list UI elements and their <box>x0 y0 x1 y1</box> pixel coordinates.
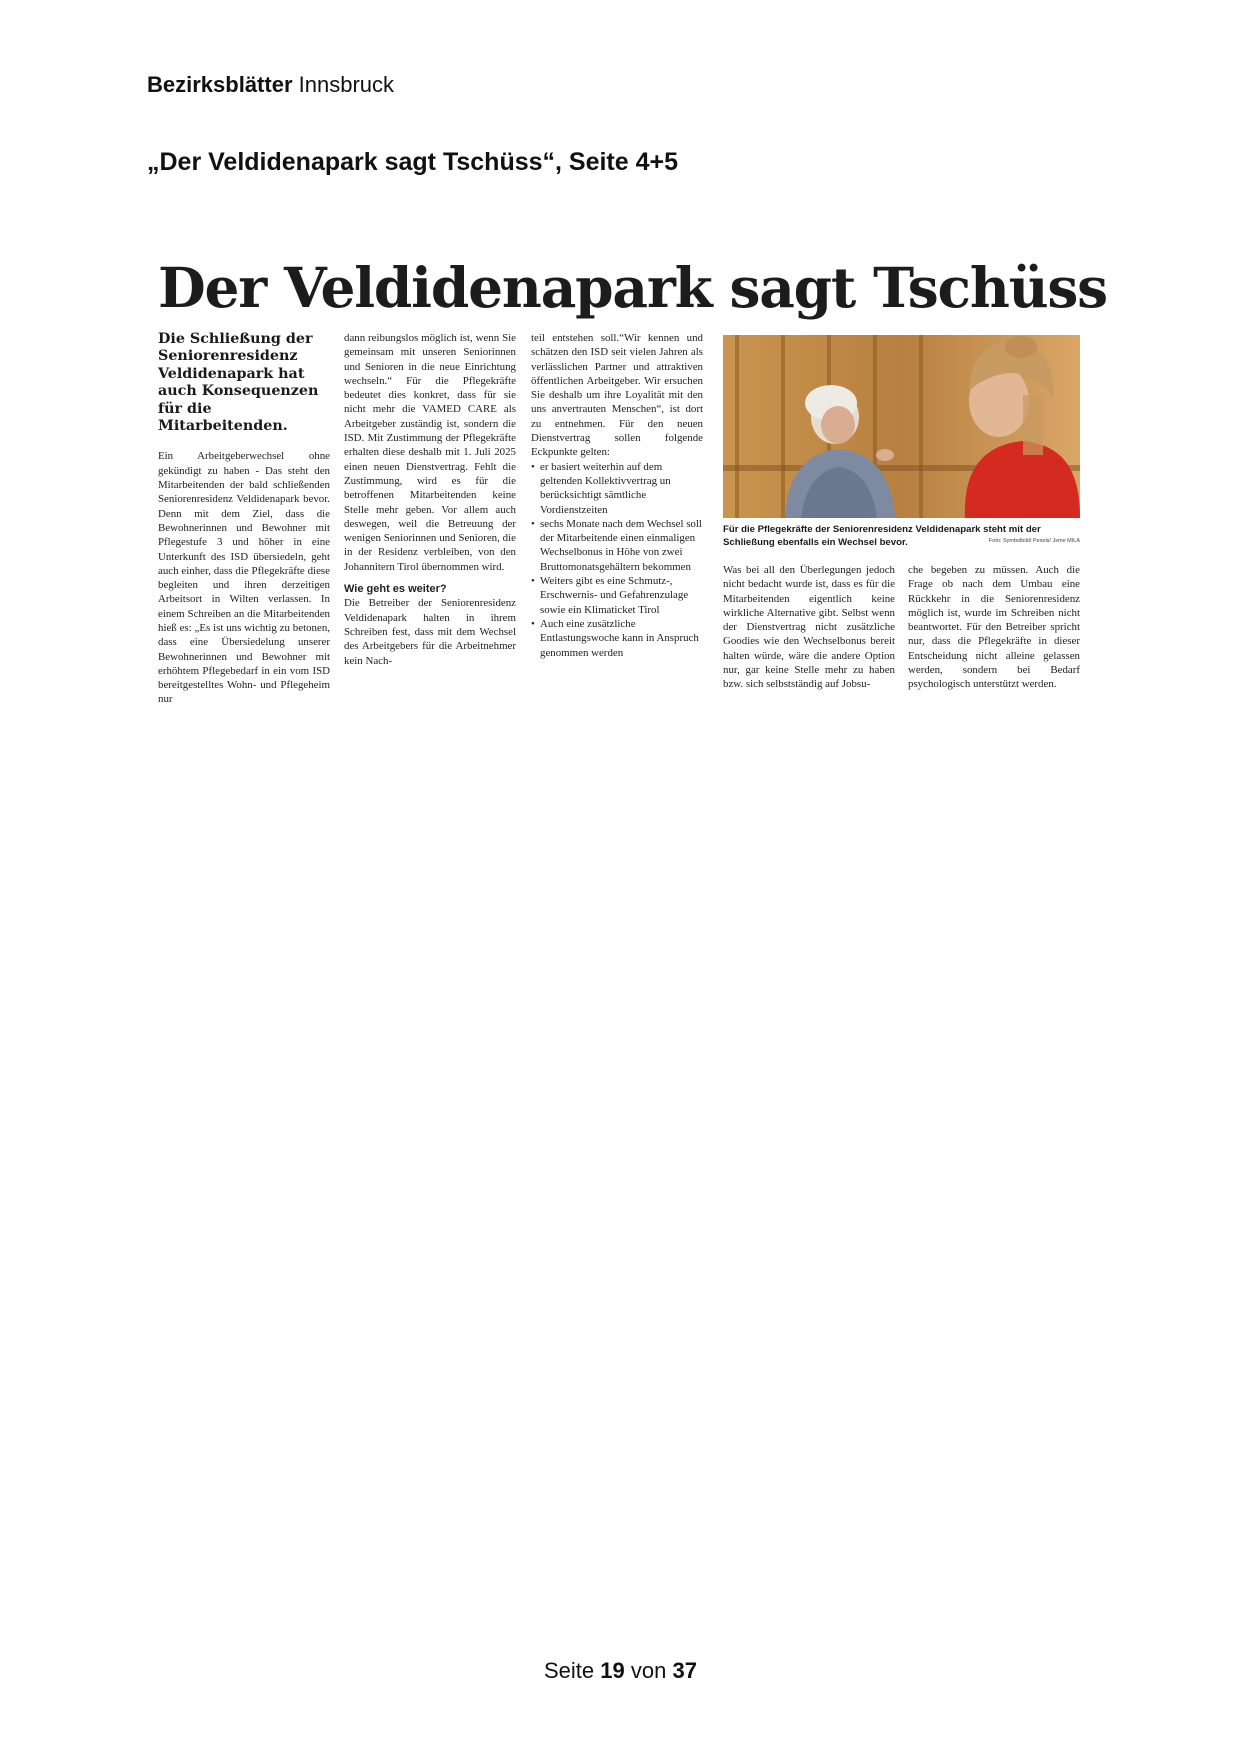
section-subheading: Wie geht es weiter? <box>344 583 447 596</box>
list-item: • Auch eine zusätzliche Entlastungswoche kann in Anspruch genommen werden <box>531 617 703 660</box>
column-4 <box>723 563 895 692</box>
page-number-footer <box>0 1658 1241 1684</box>
list-item: • Weiters gibt es eine Schmutz-, Erschwernis- und Gefahrenzulage sowie ein Klimaticket Tirol <box>531 574 703 617</box>
column-1 <box>158 331 330 707</box>
article-reference: „Der Veldidenapark sagt Tschüss“, Seite 4+5 <box>147 148 679 176</box>
publication-name: Bezirksblätter <box>147 72 293 97</box>
column-2-text: dann reibungslos möglich ist, wenn Sie gemeinsam mit unseren Seniorinnen und Senioren in die neue Einrichtung wechseln.“ Für die Pflegekräfte bedeutet dies konkret, dass für sie nicht mehr die VAMED CARE als Arbeitgeber zuständig ist, sondern die ISD. Mit Zustimmung der Pflegekräfte erhalten diese deshalb mit 1. Juli 2025 einen neuen Dienstvertrag. Fehlt die Zustimmung, wird es für die betroffenen Mitarbeitenden keine Stelle mehr geben. Vor allem auch deswegen, weil die Betreuung der wenigen Seniorinnen und Senioren, die in der Residenz verbleiben, von den Johannitern Tirol übernommen wird. <box>344 332 516 573</box>
column-2-text-continued: Die Betreiber der Seniorenresidenz Veldidenapark halten in ihrem Schreiben fest, dass mit dem Wechsel des Arbeitgebers für die Arbeitnehmer kein Nach- <box>344 597 516 667</box>
total-pages: 37 <box>672 1658 697 1683</box>
column-5-text: che begeben zu müssen. Auch die Frage ob nach dem Umbau eine Rückkehr in die Seniorenresidenz möglich ist, wurde im Schreiben nicht beantwortet. Für den Betreiber spricht nur, dass die Pflegekräfte in dieser Entscheidung nicht alleine gelassen werden, sondern bei Bedarf psychologisch unterstützt werden. <box>908 564 1080 691</box>
publication-header <box>147 72 394 98</box>
photo-credit: Foto: Symbolbild/ Pexels/ Jsme MILA <box>988 538 1080 544</box>
page-label: Seite <box>544 1658 595 1683</box>
newspaper-clipping <box>158 255 1107 735</box>
column-1-text: Ein Arbeitgeberwechsel ohne gekündigt zu haben - Das steht den Mitarbeitenden der bald schließenden Seniorenresidenz Veldidenapark bevor. Denn mit dem Ziel, dass die Bewohnerinnen und Bewohner mit Pflegestufe 3 und höher in eine Unterkunft des ISD übersiedeln, geht auch einher, dass die Pflegekräfte diese begleiten und ihren derzeitigen Arbeitsort in Wilten verlassen. In einem Schreiben an die Mitarbeitenden hieß es: „Es ist uns wichtig zu betonen, dass eine Übersiedelung unserer Bewohnerinnen und Bewohner mit erhöhtem Pflegebedarf in ein vom ISD bereitgestelltes Wohn- und Pflegeheim nur <box>158 450 330 706</box>
photo-illustration <box>723 335 1080 518</box>
article-lead: Die Schließung der Seniorenresidenz Veldidenapark hat auch Konsequenzen für die Mitarbeitenden. <box>158 331 319 435</box>
list-item: • sechs Monate nach dem Wechsel soll der Mitarbeitende einen einmaligen Wechselbonus in Höhe von zwei Bruttomonatsgehältern bekommen <box>531 517 703 574</box>
column-3 <box>531 331 703 660</box>
column-5 <box>908 563 1080 692</box>
article-photo <box>723 335 1080 518</box>
publication-region: Innsbruck <box>298 72 395 97</box>
page-of-label: von <box>630 1658 667 1683</box>
key-points-list <box>531 460 703 660</box>
column-4-text: Was bei all den Überlegungen jedoch nicht bedacht wurde ist, dass es für die Mitarbeitenden eigentlich keine wirkliche Alternative gibt. Selbst wenn der Dienstvertrag nicht zusätzliche Goodies wie den Wechselbonus bereit halten würde, wäre die andere Option nur, gar keine Stelle mehr zu haben bzw. sich selbstständig auf Jobsu- <box>723 564 895 691</box>
column-3-text: teil entstehen soll.“Wir kennen und schätzen den ISD seit vielen Jahren als verlässlichen Partner und attraktiven öffentlichen Arbeitgeber. Wir ersuchen Sie deshalb um ihre Loyalität mit den uns anvertrauten Menschen“, ist dort zu entnehmen. Für den neuen Dienstvertrag sollen folgende Eckpunkte gelten: <box>531 332 703 459</box>
article-headline: Der Veldidenapark sagt Tschüss <box>158 255 1107 320</box>
photo-caption: Für die Pflegekräfte der Seniorenresidenz Veldidenapark steht mit der Schließung ebenfalls ein Wechsel bevor. <box>723 524 1041 548</box>
column-2 <box>344 331 516 668</box>
current-page: 19 <box>600 1658 625 1683</box>
list-item: • er basiert weiterhin auf dem geltenden Kollektivvertrag un berücksichtigt sämtliche Vordienstzeiten <box>531 460 703 517</box>
